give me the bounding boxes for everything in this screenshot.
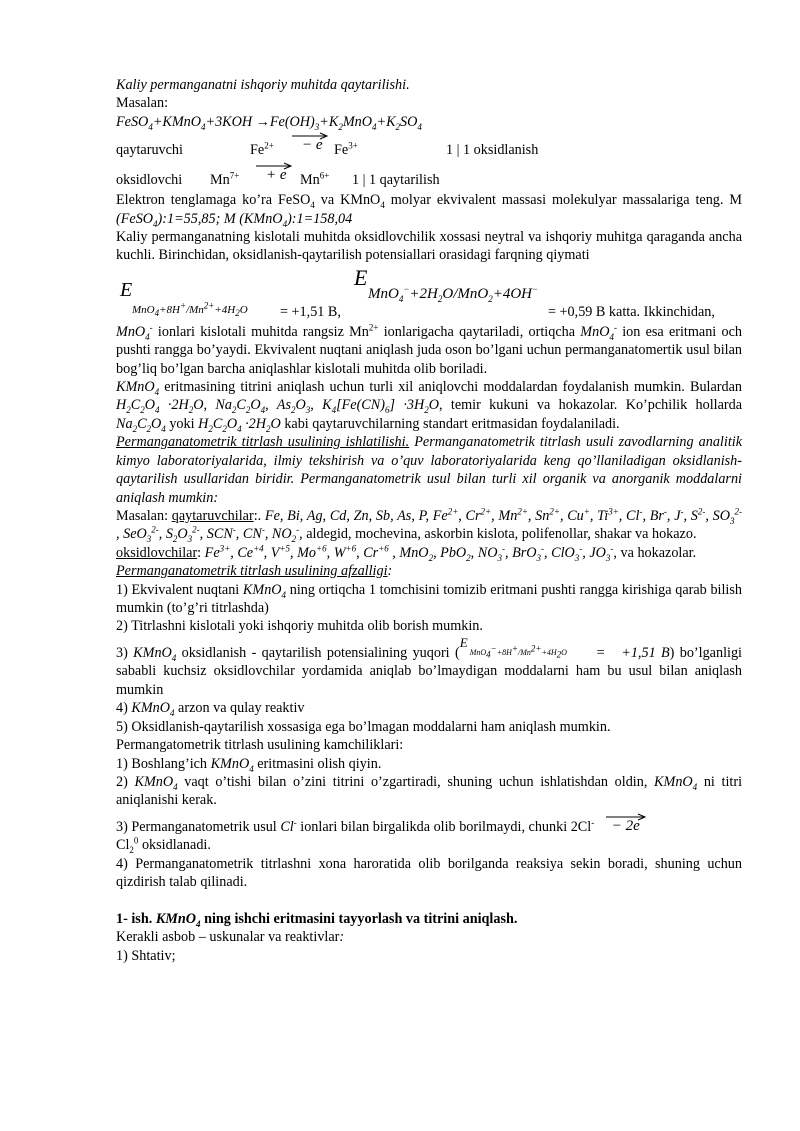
reducer-role: qaytaruvchi (116, 141, 183, 158)
disadvantage-3: 3) Permanganatometrik usul Cl- ionlari bilan birgalikda olib borilmaydi, chunki 2Cl- − 2e $Cl_2^0$ oksidlanadi. (116, 818, 742, 855)
reaction-equation: FeSO$_4$+KMnO$_4$+3KOH $\to Fe(OH)_3+K_2MnO_4+K_2SO_4$ (116, 113, 422, 132)
reducer-from: $Fe^{2+}$ (250, 140, 274, 158)
oxidizer-from: $Mn^{7+}$ (210, 170, 240, 188)
half-reaction-oxidizer (116, 161, 742, 191)
disadvantages-title: Permangatometrik titrlash usulining kamchiliklari: (116, 737, 404, 754)
reducers-label: qaytaruvchilar (171, 507, 254, 524)
reducers-list: Masalan: qaytaruvchilar:. Fe, Bi, Ag, Cd, Zn, Sb, As, P, $Fe^{2+}$, $Cr^{2+}$, $Mn^{2+}$, $Sn^{2+}$, Cu+, $Ti^{3+}$, Cl-, Br-, J-, $S^{2-}$, $SO_3^{2-}$ , SeO$_3^{2-}$, $S_2O_3^{2-}$, SCN-, CN-, $NO_2^-$, aldegid, mochevina, askorbin kislota, polifenollar, shakar va hokazo. (116, 506, 742, 545)
reducer-to: $Fe^{3+}$ (334, 140, 358, 158)
half-reaction-reducer (116, 131, 742, 161)
equivalent-paragraph: Elektron tenglamaga ko’ra FeSO$_4$ va KMnO$_4$ molyar ekvivalent massasi molekulyar massalariga teng. M (FeSO$_4$):1=55,85; M (KMnO$_4$):1=158,04 (116, 192, 742, 229)
advantage-5: 5) Oksidlanish-qaytarilish xossasiga ega bo’lmagan moddalarni ham aniqlash mumkin. (116, 718, 611, 735)
disadvantage-1: 1) Boshlang’ich KMnO$_4$ eritmasini olish qiyin. (116, 755, 382, 774)
reducer-note: 1 | 1 oksidlanish (446, 141, 539, 158)
advantage-1: 1) Ekvivalent nuqtani KMnO$_4$ ning ortiqcha 1 tomchisini tomizib eritmani pushti rangga kirishiga qarab bilish mumkin (to’g’ri titrlashda) (116, 581, 742, 616)
potentials-row: E $MnO_4+8H^+/Mn^{2+}+4H_2O$ = +1,51 B, E $MnO_4^-+2H_2O/MnO_2+4OH^-$ = +0,59 B katta. Ikkinchidan, (120, 264, 715, 320)
advantage-2: 2) Titrlashni kislotali yoki ishqoriy muhitda olib borish mumkin. (116, 618, 483, 635)
potential-alkaline-value: = +0,59 B katta. Ikkinchidan, (548, 303, 715, 320)
electron-arrow-minus: − e (290, 137, 330, 155)
oxidizer-role: oksidlovchi (116, 171, 183, 188)
advantage-3: 3) KMnO$_4$ oksidlanish - qaytarilish potensialining yuqori ( E $MnO_4^-+8H^+/Mn^{2+}+4H_2O$ = +1,51 B) bo’lganligi sababli kuchsiz oksidlovchilar yordamida aniqlab bo’lmaydigan moddalarni ham bu usul bilan aniqlash mumkin (116, 635, 742, 698)
titer-paragraph: KMnO$_4$ eritmasining titrini aniqlash uchun turli xil aniqlovchi moddalardan foydalanish mumkin. Bulardan $H_2C_2O_4 \cdot 2H_2O$, $Na_2C_2O_4$, $As_2O_3$, $K_4[Fe(CN)_6] \cdot 3H_2O$, temir kukuni va hokazolar. Ko’pchilik hollarda $Na_2C_2O_4$ yoki $H_2C_2O_4 \cdot 2H_2O$ kabi qaytaruvchilarning standart eritmasidan foydalaniladi. (116, 379, 743, 434)
mno4-paragraph: MnO$_4$- ionlari kislotali muhitda rangsiz $Mn^{2+}$ ionlarigacha qaytariladi, ortiqcha MnO$_4$- ion esa eritmani och pushti rangga bo’yaydi. Ekvivalent nuqtani aniqlash juda oson bo’lgani uchun permanganatomertik usul bilan bog’liq bo’lgan barcha aniqlashlar kislotali muhitda olib boriladi. (116, 322, 742, 377)
usage-paragraph: Permanganatometrik titrlash usulining ishlatilishi. Permanganatometrik titrlash usuli zavodlarning analitik kimyo laboratoriyalarida, ilmiy tekshirish va o’quv laboratoriyalarida keng qo’llaniladigan oksidlanish-qaytarilish usullaridan biridir. Permanganatometrik usul bilan turli xil organik va anorganik moddalarni aniqlash mumkin: (116, 434, 742, 506)
inline-potential: E $MnO_4^-+8H^+/Mn^{2+}+4H_2O$ (459, 635, 567, 661)
tool-item-1: 1) Shtativ; (116, 947, 176, 964)
oxidizers-list: oksidlovchilar: $Fe^{3+}$, $Ce^{+4}$, $V^{+5}$, $Mo^{+6}$, $W^{+6}$, $Cr^{+6}$ , MnO$_2$, PbO$_2$, $NO_3^-$, BrO$_3$-, ClO$_3$-, $JO_3^-$, va hokazolar. (116, 542, 697, 563)
tools-label: Kerakli asbob – uskunalar va reaktivlar: (116, 929, 345, 946)
advantages-title: Permanganatometrik titrlash usulining afzalligi: (116, 563, 393, 580)
disadvantage-2: 2) KMnO$_4$ vaqt o’tishi bilan o’zini titrini o’zgartiradi, shuning uchun ishlatishdan oldin, KMnO$_4$ ni titri aniqlanishi kerak. (116, 773, 743, 809)
disadvantage-4: 4) Permanganatometrik titrlashni xona haroratida olib borilganda reaksiya sekin boradi, shuning uchun qizdirish talab qilinadi. (116, 855, 742, 891)
potential-alkaline-subscript: $MnO_4^-+2H_2O/MnO_2+4OH^-$ (368, 283, 539, 304)
oxidizers-label: oksidlovchilar (116, 544, 198, 561)
oxidizer-note: 1 | 1 qaytarilish (352, 171, 440, 188)
work-title: 1- ish. KMnO$_4$ ning ishchi eritmasini tayyorlash va titrini aniqlash. (116, 910, 518, 929)
electron-arrow-2e: − 2e (604, 818, 648, 836)
potential-acid-value: = +1,51 B, (280, 303, 341, 320)
section-heading-alkaline: Kaliy permanganatni ishqoriy muhitda qaytarilishi. (116, 77, 410, 93)
potential-acid-subscript: $MnO_4+8H^+/Mn^{2+}+4H_2O$ (132, 300, 248, 319)
document-page (116, 76, 742, 965)
usage-title: Permanganatometrik titrlash usulining ishlatilishi. (116, 434, 410, 451)
electron-arrow-plus: + e (254, 167, 294, 185)
acid-paragraph: Kaliy permanganatning kislotali muhitda oksidlovchilik xossasi neytral va ishqoriy muhitga qaraganda ancha kuchli. Birinchidan, oksidlanish-qaytarilish potensiallari orasidagi farqning qiymati (116, 229, 742, 264)
advantage-4: 4) KMnO$_4$ arzon va qulay reaktiv (116, 700, 305, 719)
example-label: Masalan: (116, 95, 169, 112)
oxidizer-to: $Mn^{6+}$ (300, 170, 330, 188)
